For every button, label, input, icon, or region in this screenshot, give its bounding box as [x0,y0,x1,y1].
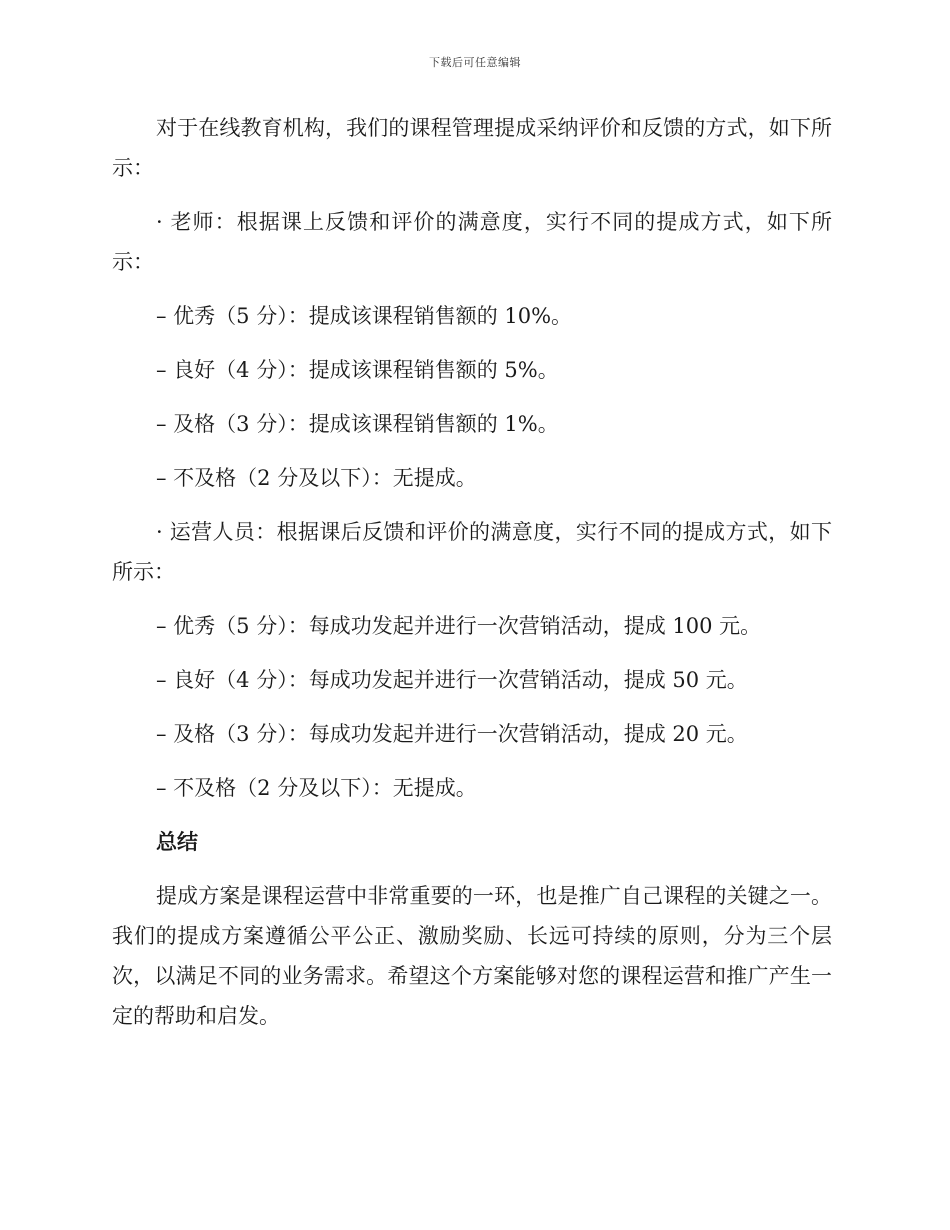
intro-paragraph: 对于在线教育机构，我们的课程管理提成采纳评价和反馈的方式，如下所示： [112,116,832,180]
operations-item-fail: – 不及格（2 分及以下）：无提成。 [156,776,477,800]
operations-item-pass: – 及格（3 分）：每成功发起并进行一次营销活动，提成 20 元。 [156,722,748,746]
summary-heading: 总结 [156,830,198,854]
operations-item-good: – 良好（4 分）：每成功发起并进行一次营销活动，提成 50 元。 [156,668,748,692]
document-body [112,108,832,1050]
teacher-item-fail: – 不及格（2 分及以下）：无提成。 [156,466,477,490]
operations-item-excellent: – 优秀（5 分）：每成功发起并进行一次营销活动，提成 100 元。 [156,614,762,638]
teacher-item-excellent: – 优秀（5 分）：提成该课程销售额的 10%。 [156,304,573,328]
teacher-item-good: – 良好（4 分）：提成该课程销售额的 5%。 [156,358,559,382]
page-header: 下载后可任意编辑 [429,56,521,69]
summary-paragraph: 提成方案是课程运营中非常重要的一环，也是推广自己课程的关键之一。我们的提成方案遵循公平公正、激励奖励、长远可持续的原则，分为三个层次，以满足不同的业务需求。希望这个方案能够对您的课程运营和推广产生一定的帮助和启发。 [112,884,832,1028]
operations-section-title: · 运营人员：根据课后反馈和评价的满意度，实行不同的提成方式，如下所示： [112,520,832,584]
teacher-item-pass: – 及格（3 分）：提成该课程销售额的 1%。 [156,412,559,436]
teacher-section-title: · 老师：根据课上反馈和评价的满意度，实行不同的提成方式，如下所示： [112,210,832,274]
